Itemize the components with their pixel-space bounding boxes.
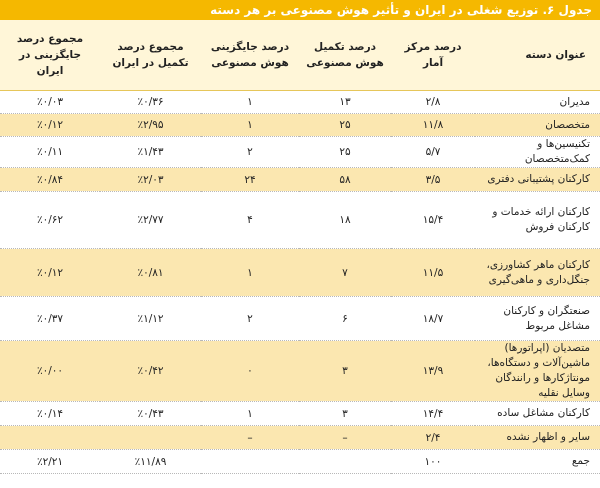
cell-center-pct: ۲/۴ — [391, 426, 475, 450]
cell-center-pct: ۱۳/۹ — [391, 341, 475, 402]
cell-completion-pct: ۱۳ — [299, 91, 391, 114]
cell-center-pct: ۱۴/۴ — [391, 402, 475, 426]
cell-center-pct: ۱۵/۴ — [391, 192, 475, 249]
cell-completion-pct: ۷ — [299, 249, 391, 297]
table-row — [0, 114, 600, 137]
cell-completion-pct: ۳ — [299, 402, 391, 426]
cell-completion-pct: ۱۸ — [299, 192, 391, 249]
cell-total-replacement: ٪۰/۰۰ — [0, 341, 100, 402]
cell-center-pct: ۲/۸ — [391, 91, 475, 114]
cell-category: جمع — [475, 450, 600, 474]
cell-category: مدیران — [475, 91, 600, 114]
cell-completion-pct — [299, 450, 391, 474]
table-row — [0, 402, 600, 426]
cell-completion-pct: ۶ — [299, 297, 391, 341]
table-row — [0, 168, 600, 192]
cell-replacement-pct: ۲۴ — [201, 168, 299, 192]
header-replacement-pct: درصد جایگزینی هوش مصنوعی — [201, 20, 299, 91]
cell-category: کارکنان ماهر کشاورزی، جنگل‌داری و ماهی‌گیری — [475, 249, 600, 297]
cell-total-replacement: ٪۰/۱۴ — [0, 402, 100, 426]
table-row — [0, 249, 600, 297]
cell-center-pct: ۵/۷ — [391, 137, 475, 168]
header-category: عنوان دسته — [475, 20, 600, 91]
cell-total-completion: ٪۱/۱۲ — [100, 297, 201, 341]
cell-category: متخصصان — [475, 114, 600, 137]
header-center-pct: درصد مرکز آمار — [391, 20, 475, 91]
header-total-replacement: مجموع درصد جایگزینی در ایران — [0, 20, 100, 91]
table-body — [0, 91, 600, 474]
cell-replacement-pct: ۱ — [201, 91, 299, 114]
cell-replacement-pct: ۲ — [201, 137, 299, 168]
cell-replacement-pct: – — [201, 426, 299, 450]
table-row — [0, 426, 600, 450]
header-row — [0, 20, 600, 91]
cell-total-completion — [100, 426, 201, 450]
cell-replacement-pct: ۱ — [201, 249, 299, 297]
cell-category: تکنیسین‌ها و کمک‌متخصصان — [475, 137, 600, 168]
cell-completion-pct: – — [299, 426, 391, 450]
cell-total-replacement: ٪۰/۶۲ — [0, 192, 100, 249]
header-completion-pct: درصد تکمیل هوش مصنوعی — [299, 20, 391, 91]
cell-replacement-pct — [201, 450, 299, 474]
cell-category: صنعتگران و کارکنان مشاغل مربوط — [475, 297, 600, 341]
cell-total-completion: ٪۰/۸۱ — [100, 249, 201, 297]
header-total-completion: مجموع درصد تکمیل در ایران — [100, 20, 201, 91]
cell-replacement-pct: ۱ — [201, 402, 299, 426]
cell-total-completion: ٪۰/۴۲ — [100, 341, 201, 402]
cell-total-replacement: ٪۰/۱۲ — [0, 249, 100, 297]
cell-total-completion: ٪۱/۴۳ — [100, 137, 201, 168]
cell-center-pct: ۱۸/۷ — [391, 297, 475, 341]
cell-total-replacement: ٪۰/۸۴ — [0, 168, 100, 192]
cell-total-completion: ٪۰/۳۶ — [100, 91, 201, 114]
cell-center-pct: ۱۱/۸ — [391, 114, 475, 137]
table-row — [0, 341, 600, 402]
cell-replacement-pct: ۰ — [201, 341, 299, 402]
cell-center-pct: ۳/۵ — [391, 168, 475, 192]
cell-completion-pct: ۵۸ — [299, 168, 391, 192]
table-title: جدول ۶. توزیع شغلی در ایران و تأثیر هوش مصنوعی بر هر دسته — [0, 0, 600, 20]
cell-total-replacement — [0, 426, 100, 450]
table-row — [0, 192, 600, 249]
cell-completion-pct: ۲۵ — [299, 137, 391, 168]
cell-total-replacement: ٪۰/۰۳ — [0, 91, 100, 114]
cell-total-replacement: ٪۰/۱۲ — [0, 114, 100, 137]
cell-category: کارکنان ارائه خدمات و کارکنان فروش — [475, 192, 600, 249]
cell-total-completion: ٪۰/۴۳ — [100, 402, 201, 426]
cell-replacement-pct: ۱ — [201, 114, 299, 137]
cell-category: کارکنان مشاغل ساده — [475, 402, 600, 426]
cell-replacement-pct: ۴ — [201, 192, 299, 249]
cell-total-completion: ٪۲/۷۷ — [100, 192, 201, 249]
table-row — [0, 297, 600, 341]
table-row — [0, 137, 600, 168]
occupation-table — [0, 20, 600, 474]
cell-completion-pct: ۳ — [299, 341, 391, 402]
cell-total-completion: ٪۲/۰۳ — [100, 168, 201, 192]
cell-total-replacement: ٪۰/۳۷ — [0, 297, 100, 341]
table-row — [0, 91, 600, 114]
cell-center-pct: ۱۰۰ — [391, 450, 475, 474]
cell-total-completion: ٪۱۱/۸۹ — [100, 450, 201, 474]
cell-center-pct: ۱۱/۵ — [391, 249, 475, 297]
cell-total-completion: ٪۲/۹۵ — [100, 114, 201, 137]
table-row — [0, 450, 600, 474]
cell-completion-pct: ۲۵ — [299, 114, 391, 137]
cell-total-replacement: ٪۰/۱۱ — [0, 137, 100, 168]
cell-category: سایر و اظهار نشده — [475, 426, 600, 450]
cell-replacement-pct: ۲ — [201, 297, 299, 341]
cell-total-replacement: ٪۲/۲۱ — [0, 450, 100, 474]
cell-category: کارکنان پشتیبانی دفتری — [475, 168, 600, 192]
cell-category: متصدیان (اپراتورها) ماشین‌آلات و دستگاه‌ها، مونتاژکارها و رانندگان وسایل نقلیه — [475, 341, 600, 402]
